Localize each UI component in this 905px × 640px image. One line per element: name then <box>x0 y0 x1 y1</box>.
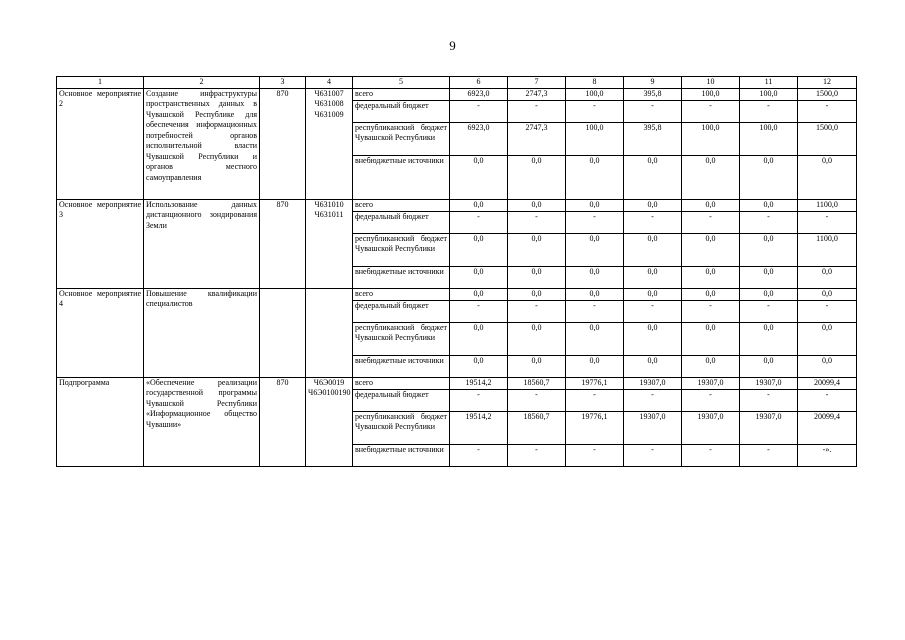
funding-source: республиканский бюджет Чувашской Республики <box>353 233 450 266</box>
value-cell: 0,0 <box>508 322 566 355</box>
value-cell: 0,0 <box>682 266 740 288</box>
column-header: 4 <box>306 77 353 89</box>
table-row <box>57 377 857 389</box>
funding-source: внебюджетные источники <box>353 155 450 199</box>
value-cell: -». <box>798 444 857 466</box>
value-cell: - <box>508 300 566 322</box>
value-cell: - <box>682 389 740 411</box>
value-cell: 0,0 <box>682 233 740 266</box>
value-cell: - <box>566 100 624 122</box>
funding-source: всего <box>353 88 450 100</box>
value-cell: 100,0 <box>566 88 624 100</box>
value-cell: 2747,3 <box>508 122 566 155</box>
page-number: 9 <box>449 38 456 53</box>
value-cell: 0,0 <box>624 266 682 288</box>
value-cell: 19776,1 <box>566 411 624 444</box>
value-cell: 0,0 <box>450 199 508 211</box>
value-cell: 100,0 <box>566 122 624 155</box>
value-cell: 18560,7 <box>508 377 566 389</box>
value-cell: 0,0 <box>624 233 682 266</box>
value-cell: - <box>798 389 857 411</box>
value-cell: 0,0 <box>508 288 566 300</box>
value-cell: 0,0 <box>450 355 508 377</box>
column-number-row <box>57 77 857 89</box>
value-cell: 100,0 <box>740 88 798 100</box>
value-cell: 395,8 <box>624 88 682 100</box>
value-cell: - <box>566 300 624 322</box>
value-cell: 0,0 <box>798 322 857 355</box>
funding-source: внебюджетные источники <box>353 355 450 377</box>
value-cell: 19514,2 <box>450 377 508 389</box>
value-cell: - <box>508 444 566 466</box>
value-cell: 0,0 <box>682 288 740 300</box>
value-cell: 0,0 <box>624 155 682 199</box>
value-cell: 0,0 <box>508 155 566 199</box>
value-cell: 0,0 <box>450 155 508 199</box>
value-cell: - <box>508 389 566 411</box>
column-header: 12 <box>798 77 857 89</box>
value-cell: - <box>682 100 740 122</box>
value-cell: - <box>798 211 857 233</box>
value-cell: 1500,0 <box>798 88 857 100</box>
value-cell: 0,0 <box>566 233 624 266</box>
funding-source: республиканский бюджет Чувашской Республики <box>353 411 450 444</box>
value-cell: - <box>566 389 624 411</box>
value-cell: 0,0 <box>740 355 798 377</box>
value-cell: 18560,7 <box>508 411 566 444</box>
value-cell: 20099,4 <box>798 411 857 444</box>
value-cell: 0,0 <box>740 266 798 288</box>
table-row <box>57 288 857 300</box>
value-cell: 0,0 <box>682 322 740 355</box>
value-cell: 0,0 <box>566 322 624 355</box>
group-name: Повышение квалификации специалистов <box>144 288 260 377</box>
value-cell: 19307,0 <box>624 411 682 444</box>
value-cell: 0,0 <box>740 199 798 211</box>
value-cell: - <box>450 444 508 466</box>
group-code-870 <box>260 288 306 377</box>
column-header: 2 <box>144 77 260 89</box>
value-cell: 0,0 <box>682 355 740 377</box>
funding-source: федеральный бюджет <box>353 211 450 233</box>
value-cell: 0,0 <box>566 155 624 199</box>
value-cell: - <box>740 300 798 322</box>
value-cell: - <box>740 100 798 122</box>
group-budget-codes: Ч631010 Ч631011 <box>306 199 353 288</box>
group-label: Подпрограмма <box>57 377 144 466</box>
column-header: 9 <box>624 77 682 89</box>
value-cell: 19307,0 <box>682 411 740 444</box>
value-cell: 100,0 <box>682 122 740 155</box>
value-cell: 19307,0 <box>682 377 740 389</box>
value-cell: 0,0 <box>624 288 682 300</box>
value-cell: - <box>450 300 508 322</box>
value-cell: - <box>798 300 857 322</box>
value-cell: 0,0 <box>566 288 624 300</box>
value-cell: 100,0 <box>740 122 798 155</box>
value-cell: 2747,3 <box>508 88 566 100</box>
value-cell: 19514,2 <box>450 411 508 444</box>
group-code-870: 870 <box>260 88 306 199</box>
value-cell: 0,0 <box>624 355 682 377</box>
value-cell: 0,0 <box>682 199 740 211</box>
value-cell: 1100,0 <box>798 233 857 266</box>
column-header: 1 <box>57 77 144 89</box>
group-name: Использование данных дистанционного зондирования Земли <box>144 199 260 288</box>
value-cell: 395,8 <box>624 122 682 155</box>
group-label: Основное мероприятие 2 <box>57 88 144 199</box>
column-header: 3 <box>260 77 306 89</box>
funding-source: всего <box>353 199 450 211</box>
funding-source: внебюджетные источники <box>353 444 450 466</box>
funding-source: федеральный бюджет <box>353 389 450 411</box>
value-cell: - <box>450 100 508 122</box>
group-label: Основное мероприятие 3 <box>57 199 144 288</box>
value-cell: 0,0 <box>798 155 857 199</box>
value-cell: - <box>624 444 682 466</box>
value-cell: 19307,0 <box>624 377 682 389</box>
value-cell: 6923,0 <box>450 122 508 155</box>
value-cell: 20099,4 <box>798 377 857 389</box>
funding-source: федеральный бюджет <box>353 300 450 322</box>
budget-table-body <box>57 77 857 467</box>
value-cell: 0,0 <box>624 199 682 211</box>
value-cell: - <box>624 211 682 233</box>
value-cell: 0,0 <box>566 355 624 377</box>
value-cell: 0,0 <box>740 155 798 199</box>
group-name: «Обеспечение реализации государственной программы Чувашской Республики «Информационное общество Чувашии» <box>144 377 260 466</box>
column-header: 5 <box>353 77 450 89</box>
value-cell: 0,0 <box>508 199 566 211</box>
value-cell: 0,0 <box>566 266 624 288</box>
value-cell: - <box>450 389 508 411</box>
value-cell: - <box>798 100 857 122</box>
value-cell: 0,0 <box>508 233 566 266</box>
funding-source: республиканский бюджет Чувашской Республики <box>353 322 450 355</box>
value-cell: 0,0 <box>682 155 740 199</box>
value-cell: 19307,0 <box>740 377 798 389</box>
value-cell: - <box>566 211 624 233</box>
value-cell: 0,0 <box>508 266 566 288</box>
value-cell: 0,0 <box>740 288 798 300</box>
value-cell: - <box>508 211 566 233</box>
funding-source: внебюджетные источники <box>353 266 450 288</box>
value-cell: 1100,0 <box>798 199 857 211</box>
value-cell: - <box>624 100 682 122</box>
value-cell: - <box>566 444 624 466</box>
funding-source: всего <box>353 377 450 389</box>
value-cell: - <box>740 444 798 466</box>
group-code-870: 870 <box>260 199 306 288</box>
group-budget-codes: Ч6Э0019 Ч6Э0100190 <box>306 377 353 466</box>
group-label: Основное мероприятие 4 <box>57 288 144 377</box>
column-header: 7 <box>508 77 566 89</box>
budget-table <box>56 76 857 467</box>
value-cell: 0,0 <box>740 233 798 266</box>
group-code-870: 870 <box>260 377 306 466</box>
column-header: 10 <box>682 77 740 89</box>
value-cell: - <box>508 100 566 122</box>
funding-source: республиканский бюджет Чувашской Республики <box>353 122 450 155</box>
value-cell: 0,0 <box>566 199 624 211</box>
value-cell: 0,0 <box>450 266 508 288</box>
value-cell: - <box>682 300 740 322</box>
value-cell: - <box>450 211 508 233</box>
value-cell: 0,0 <box>798 355 857 377</box>
value-cell: 0,0 <box>624 322 682 355</box>
value-cell: 0,0 <box>798 288 857 300</box>
table-row <box>57 199 857 211</box>
value-cell: 19776,1 <box>566 377 624 389</box>
table-row <box>57 88 857 100</box>
value-cell: - <box>624 389 682 411</box>
value-cell: - <box>624 300 682 322</box>
value-cell: 1500,0 <box>798 122 857 155</box>
value-cell: 19307,0 <box>740 411 798 444</box>
value-cell: 0,0 <box>450 233 508 266</box>
value-cell: 100,0 <box>682 88 740 100</box>
funding-source: федеральный бюджет <box>353 100 450 122</box>
value-cell: 0,0 <box>508 355 566 377</box>
value-cell: 0,0 <box>740 322 798 355</box>
value-cell: 0,0 <box>450 322 508 355</box>
value-cell: - <box>682 444 740 466</box>
column-header: 6 <box>450 77 508 89</box>
column-header: 8 <box>566 77 624 89</box>
column-header: 11 <box>740 77 798 89</box>
group-name: Создание инфраструктуры пространственных данных в Чувашской Республике для обеспечения информационных потребностей органов исполнительной власти Чувашской Республики и органов местного самоуправления <box>144 88 260 199</box>
value-cell: 0,0 <box>450 288 508 300</box>
value-cell: 6923,0 <box>450 88 508 100</box>
value-cell: 0,0 <box>798 266 857 288</box>
group-budget-codes: Ч631007 Ч631008 Ч631009 <box>306 88 353 199</box>
value-cell: - <box>740 211 798 233</box>
funding-source: всего <box>353 288 450 300</box>
value-cell: - <box>682 211 740 233</box>
group-budget-codes <box>306 288 353 377</box>
value-cell: - <box>740 389 798 411</box>
